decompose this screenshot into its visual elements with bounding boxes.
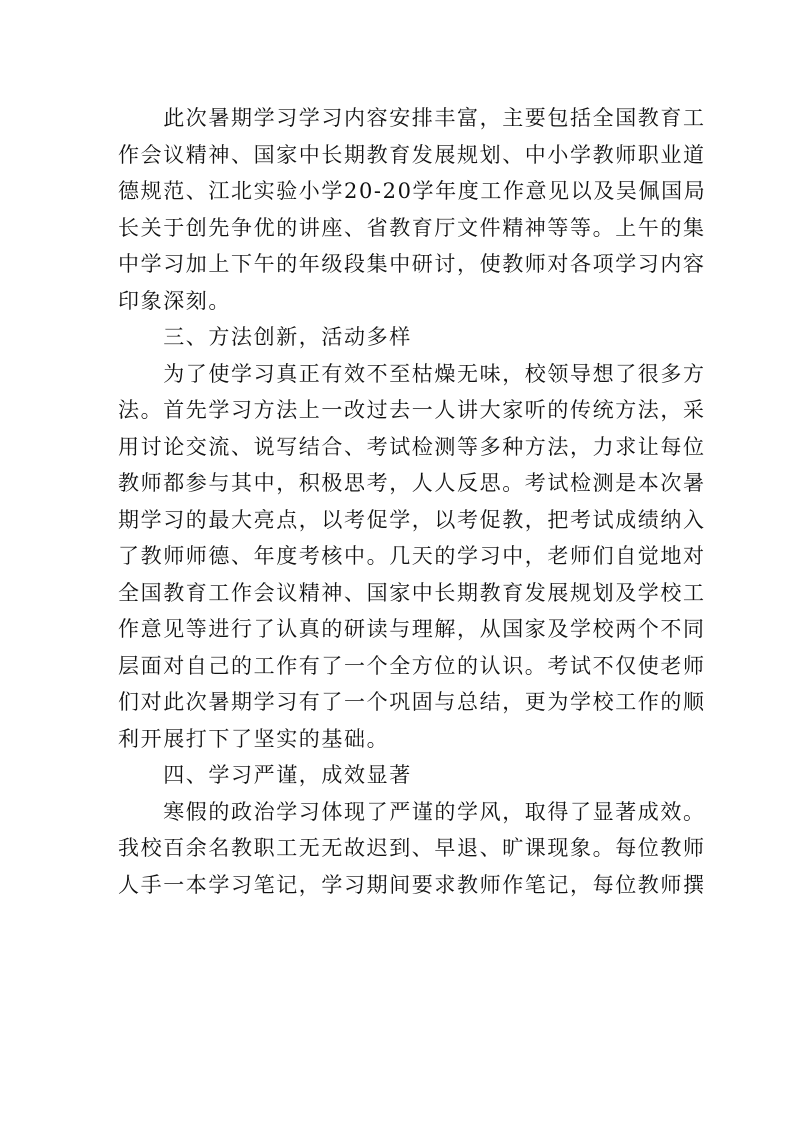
paragraph-line: 教师都参与其中，积极思考，人人反思。考试检测是本次暑 xyxy=(118,471,706,495)
paragraph-line: 层面对自己的工作有了一个全方位的认识。考试不仅使老师 xyxy=(118,653,706,678)
paragraph-line: 期学习的最大亮点，以考促学，以考促教，把考试成绩纳入 xyxy=(118,507,706,532)
paragraph-line: 全国教育工作会议精神、国家中长期教育发展规划及学校工 xyxy=(118,580,706,605)
paragraph-line: 长关于创先争优的讲座、省教育厅文件精神等等。上午的集 xyxy=(118,215,706,240)
paragraph-line: 为了使学习真正有效不至枯燥无味，校领导想了很多方 xyxy=(118,361,706,386)
paragraph-line: 人手一本学习笔记，学习期间要求教师作笔记，每位教师撰 xyxy=(118,872,706,897)
paragraph-line: 德规范、江北实验小学20-20学年度工作意见以及吴佩国局 xyxy=(118,179,707,203)
document-body xyxy=(118,100,707,903)
paragraph-line: 了教师师德、年度考核中。几天的学习中，老师们自觉地对 xyxy=(118,544,706,568)
section-heading: 四、学习严谨，成效显著 xyxy=(118,763,412,787)
paragraph-line: 我校百余名教职工无无故迟到、早退、旷课现象。每位教师 xyxy=(118,836,706,860)
paragraph-line: 用讨论交流、说写结合、考试检测等多种方法，力求让每位 xyxy=(118,434,706,459)
paragraph-line: 法。首先学习方法上一改过去一人讲大家听的传统方法，采 xyxy=(118,398,706,422)
paragraph-line: 寒假的政治学习体现了严谨的学风，取得了显著成效。 xyxy=(118,799,706,824)
paragraph-line: 们对此次暑期学习有了一个巩固与总结，更为学校工作的顺 xyxy=(118,690,706,714)
paragraph-line: 印象深刻。 xyxy=(118,288,231,313)
paragraph-line: 作会议精神、国家中长期教育发展规划、中小学教师职业道 xyxy=(118,142,706,167)
paragraph-line: 此次暑期学习学习内容安排丰富，主要包括全国教育工 xyxy=(118,106,706,130)
section-heading: 三、方法创新，活动多样 xyxy=(118,325,412,349)
paragraph-line: 中学习加上下午的年级段集中研讨，使教师对各项学习内容 xyxy=(118,252,706,276)
paragraph-line: 利开展打下了坚实的基础。 xyxy=(118,726,390,751)
paragraph-line: 作意见等进行了认真的研读与理解，从国家及学校两个不同 xyxy=(118,617,706,641)
